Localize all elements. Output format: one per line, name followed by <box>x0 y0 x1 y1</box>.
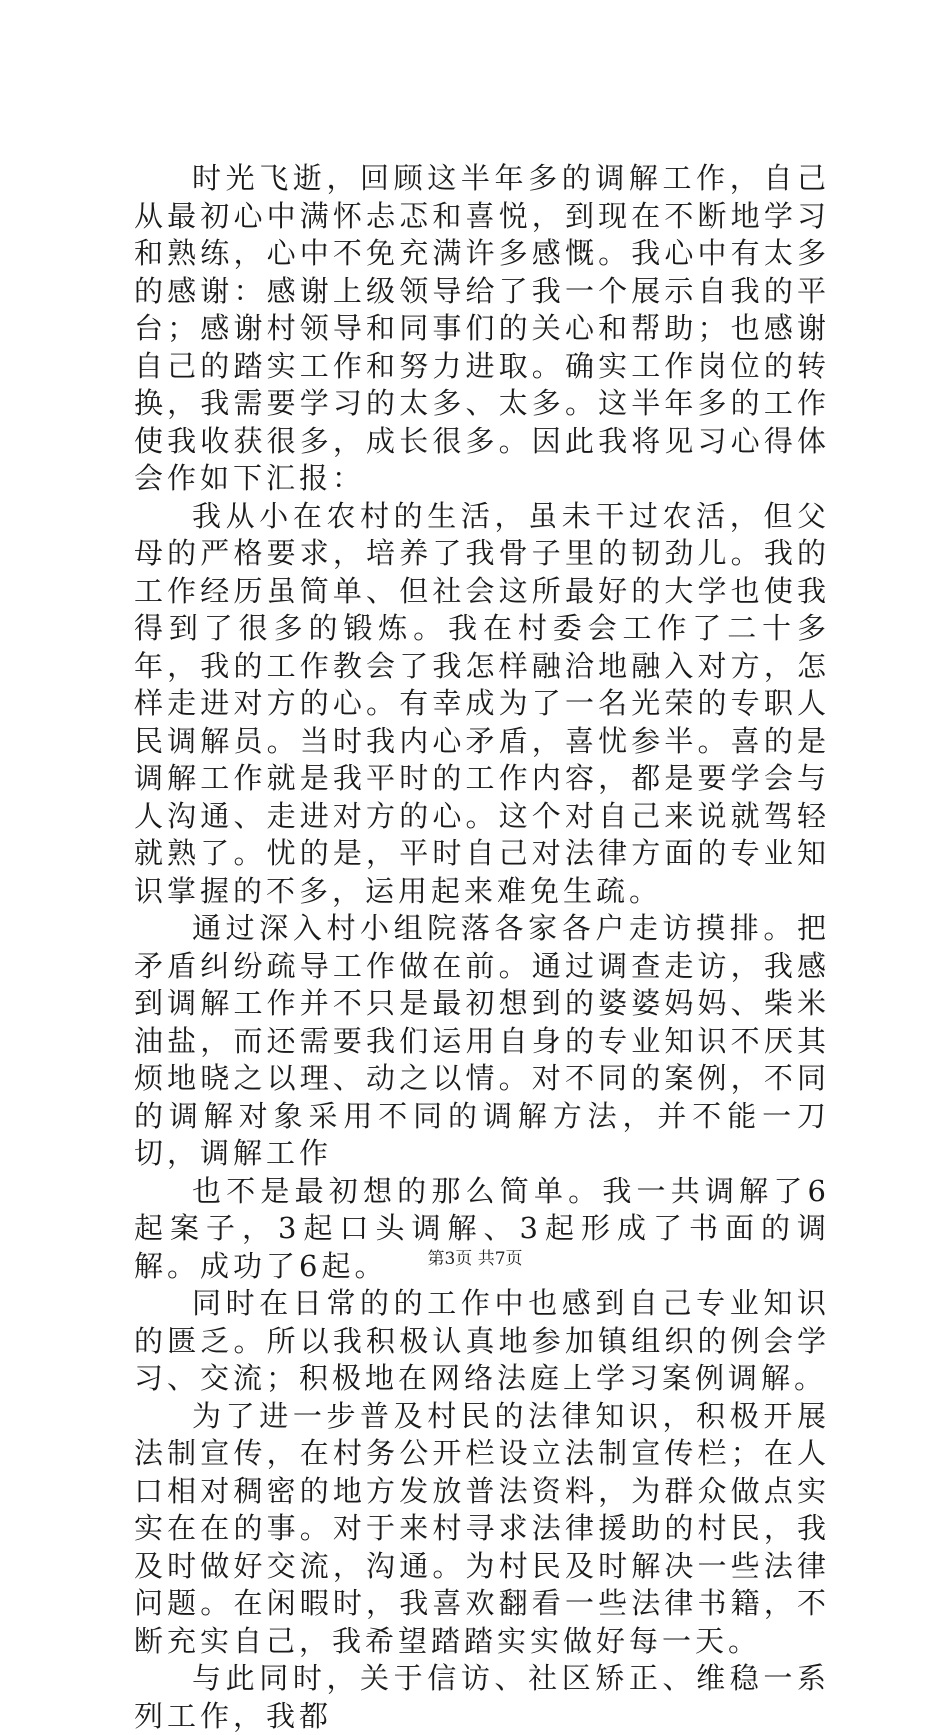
paragraph-field-visits: 通过深入村小组院落各家各户走访摸排。把矛盾纠纷疏导工作做在前。通过调查走访，我感到调解工作并不只是最初想到的婆婆妈妈、柴米油盐，而还需要我们运用自身的专业知识不厌其烦地晓之以理、动之以情。对不同的案例，不同的调解对象采用不同的调解方法，并不能一刀切，调解工作 <box>134 911 830 1170</box>
paragraph-intro: 时光飞逝，回顾这半年多的调解工作，自己从最初心中满怀忐忑和喜悦，到现在不断地学习和熟练，心中不免充满许多感慨。我心中有太多的感谢：感谢上级领导给了我一个展示自我的平台；感谢村领导和同事们的关心和帮助；也感谢自己的踏实工作和努力进取。确实工作岗位的转换，我需要学习的太多、太多。这半年多的工作使我收获很多，成长很多。因此我将见习心得体会作如下汇报： <box>134 161 830 495</box>
paragraph-other-work: 与此同时，关于信访、社区矫正、维稳一系列工作，我都 <box>134 1661 830 1733</box>
paragraph-case-count: 也不是最初想的那么简单。我一共调解了6起案子，3起口头调解、3起形成了书面的调解。成功了6起。 <box>134 1173 830 1283</box>
paragraph-legal-publicity: 为了进一步普及村民的法律知识，积极开展法制宣传，在村务公开栏设立法制宣传栏；在人口相对稠密的地方发放普法资料，为群众做点实实在在的事。对于来村寻求法律援助的村民，我及时做好交流，沟通。为村民及时解决一些法律问题。在闲暇时，我喜欢翻看一些法律书籍，不断充实自己，我希望踏踏实实做好每一天。 <box>134 1398 830 1658</box>
paragraph-learning: 同时在日常的的工作中也感到自己专业知识的匮乏。所以我积极认真地参加镇组织的例会学习、交流；积极地在网络法庭上学习案例调解。 <box>134 1286 830 1395</box>
document-body <box>134 160 830 1735</box>
paragraph-background: 我从小在农村的生活，虽未干过农活，但父母的严格要求，培养了我骨子里的韧劲儿。我的工作经历虽简单、但社会这所最好的大学也使我得到了很多的锻炼。我在村委会工作了二十多年，我的工作教会了我怎样融洽地融入对方，怎样走进对方的心。有幸成为了一名光荣的专职人民调解员。当时我内心矛盾，喜忧参半。喜的是调解工作就是我平时的工作内容，都是要学会与人沟通、走进对方的心。这个对自己来说就驾轻就熟了。忧的是，平时自己对法律方面的专业知识掌握的不多，运用起来难免生疏。 <box>134 498 830 908</box>
page-number-footer: 第3页 共7页 <box>427 1249 523 1269</box>
